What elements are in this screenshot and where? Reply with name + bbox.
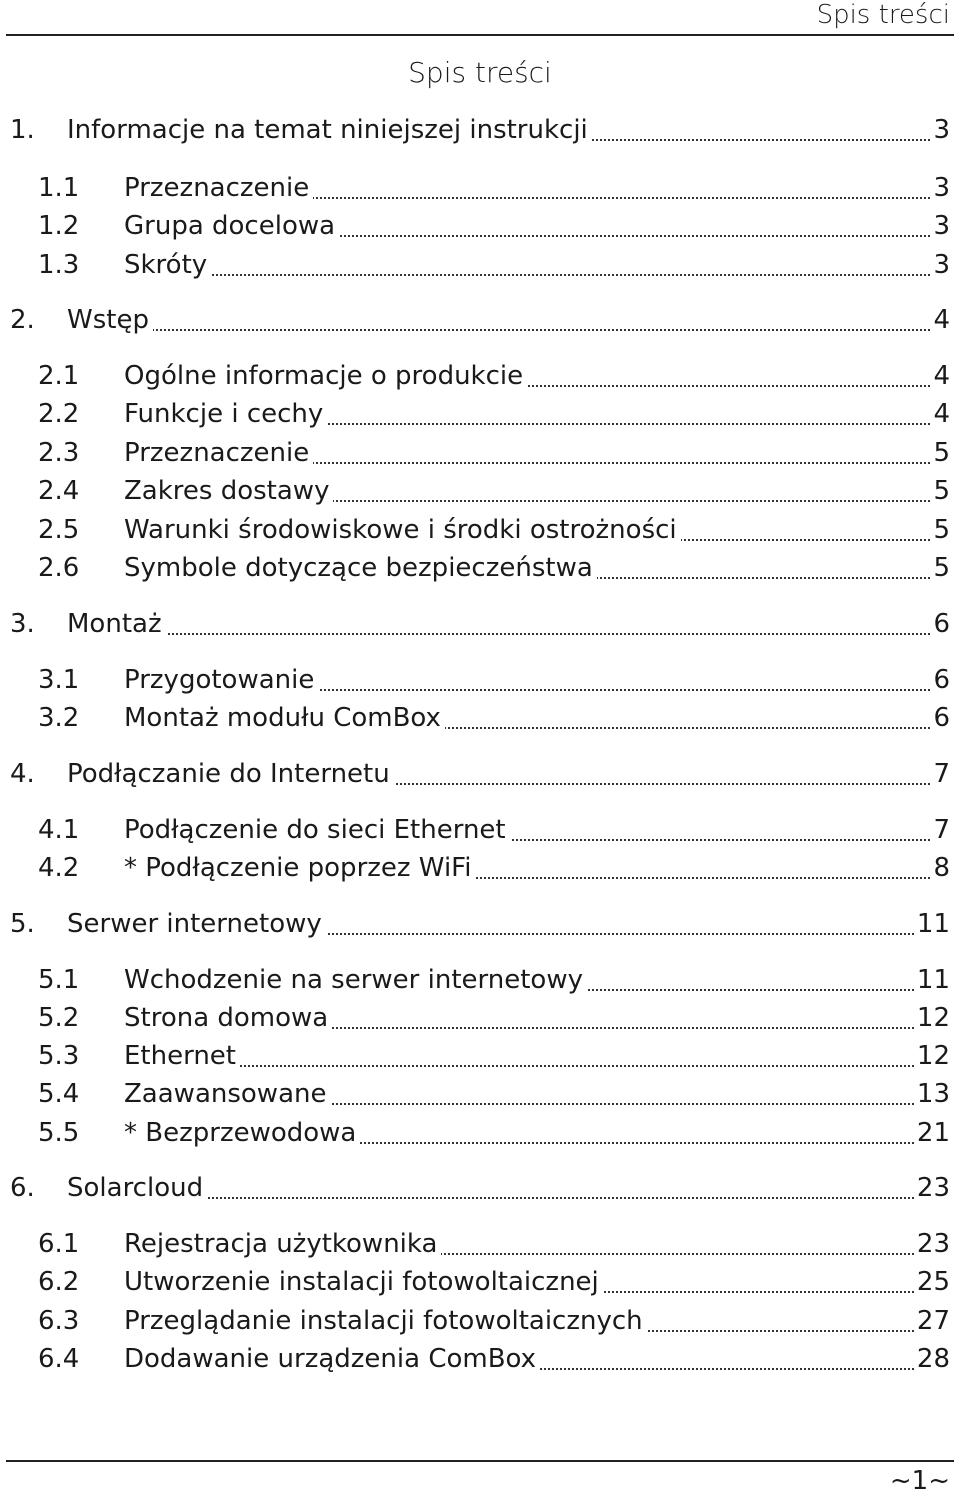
toc-entry-number: 5.3 [38, 1041, 80, 1071]
toc-entry-number: 3.1 [38, 665, 80, 695]
toc-entry-title: Skróty [124, 247, 211, 283]
toc-entry[interactable] [0, 1115, 960, 1151]
toc-entry[interactable] [0, 112, 960, 148]
toc-entry-page: 7 [930, 812, 950, 848]
toc-entry[interactable] [0, 170, 960, 206]
toc-entry[interactable] [0, 700, 960, 736]
toc-entry[interactable] [0, 850, 960, 886]
toc-dot-leader [67, 329, 946, 331]
running-header: Spis treści [816, 0, 950, 30]
toc-entry-page: 28 [914, 1341, 950, 1377]
toc-entry[interactable] [0, 606, 960, 642]
toc-entry[interactable] [0, 1076, 960, 1112]
toc-entry-number: 1.1 [38, 173, 80, 203]
toc-entry-number: 4.2 [38, 853, 80, 883]
toc-entry[interactable] [0, 1038, 960, 1074]
toc-entry-page: 8 [930, 850, 950, 886]
toc-entry-number: 2.3 [38, 438, 80, 468]
toc-entry-page: 5 [930, 473, 950, 509]
toc-entry[interactable] [0, 1226, 960, 1262]
toc-entry-number: 1.2 [38, 211, 80, 241]
toc-entry-page: 3 [930, 170, 950, 206]
toc-entry[interactable] [0, 435, 960, 471]
toc-entry-page: 13 [914, 1076, 950, 1112]
page-number: ~1~ [889, 1466, 950, 1496]
toc-entry[interactable] [0, 550, 960, 586]
toc-entry-page: 7 [930, 756, 950, 792]
toc-entry-page: 3 [930, 112, 950, 148]
toc-entry-page: 4 [930, 302, 950, 338]
toc-entry-page: 23 [914, 1226, 950, 1262]
toc-entry[interactable] [0, 396, 960, 432]
toc-dot-leader [67, 633, 946, 635]
toc-entry[interactable] [0, 208, 960, 244]
toc-entry[interactable] [0, 1303, 960, 1339]
toc-entry-title: Montaż [67, 606, 166, 642]
toc-entry-title: Serwer internetowy [67, 906, 326, 942]
toc-entry-page: 6 [930, 606, 950, 642]
toc-title: Spis treści [408, 56, 552, 89]
toc-entry-number: 6. [10, 1173, 35, 1203]
toc-entry-page: 4 [930, 358, 950, 394]
toc-dot-leader [124, 1065, 946, 1067]
toc-entry-page: 4 [930, 396, 950, 432]
toc-entry-title: Funkcje i cechy [124, 396, 327, 432]
toc-entry-page: 21 [914, 1115, 950, 1151]
toc-entry-title: Przeglądanie instalacji fotowoltaicznych [124, 1303, 647, 1339]
toc-entry-page: 23 [914, 1170, 950, 1206]
toc-entry-title: Wstęp [67, 302, 153, 338]
toc-entry-number: 2.1 [38, 361, 80, 391]
toc-entry-title: Ogólne informacje o produkcie [124, 358, 527, 394]
toc-entry-number: 3.2 [38, 703, 80, 733]
toc-entry[interactable] [0, 1264, 960, 1300]
toc-entry-title: * Bezprzewodowa [124, 1115, 360, 1151]
toc-entry[interactable] [0, 473, 960, 509]
toc-entry[interactable] [0, 247, 960, 283]
toc-entry-title: Dodawanie urządzenia ComBox [124, 1341, 540, 1377]
toc-entry-number: 2.5 [38, 515, 80, 545]
toc-entry-page: 11 [914, 962, 950, 998]
toc-entry-number: 1.3 [38, 250, 80, 280]
toc-entry[interactable] [0, 512, 960, 548]
toc-entry-title: Utworzenie instalacji fotowoltaicznej [124, 1264, 603, 1300]
toc-entry-page: 3 [930, 247, 950, 283]
toc-entry[interactable] [0, 906, 960, 942]
toc-entry-title: * Podłączenie poprzez WiFi [124, 850, 475, 886]
toc-entry-title: Podłączanie do Internetu [67, 756, 394, 792]
toc-entry-number: 3. [10, 609, 35, 639]
toc-entry-page: 3 [930, 208, 950, 244]
toc-entry-title: Grupa docelowa [124, 208, 339, 244]
toc-entry-page: 25 [914, 1264, 950, 1300]
toc-entry-title: Przeznaczenie [124, 435, 313, 471]
toc-entry-title: Rejestracja użytkownika [124, 1226, 441, 1262]
toc-entry[interactable] [0, 1170, 960, 1206]
toc-entry-title: Zakres dostawy [124, 473, 333, 509]
toc-entry-number: 1. [10, 115, 35, 145]
toc-entry[interactable] [0, 962, 960, 998]
toc-entry-title: Podłączenie do sieci Ethernet [124, 812, 510, 848]
toc-entry-title: Warunki środowiskowe i środki ostrożności [124, 512, 681, 548]
toc-entry-title: Informacje na temat niniejszej instrukcji [67, 112, 592, 148]
toc-entry-page: 5 [930, 435, 950, 471]
toc-entry-title: Przygotowanie [124, 662, 318, 698]
toc-entry[interactable] [0, 1000, 960, 1036]
toc-entry-number: 5.4 [38, 1079, 80, 1109]
toc-dot-leader [124, 274, 946, 276]
toc-entry-page: 6 [930, 662, 950, 698]
toc-entry[interactable] [0, 756, 960, 792]
toc-entry-page: 5 [930, 550, 950, 586]
toc-entry-page: 11 [914, 906, 950, 942]
toc-entry-title: Strona domowa [124, 1000, 332, 1036]
toc-entry-title: Solarcloud [67, 1170, 207, 1206]
toc-entry-title: Montaż modułu ComBox [124, 700, 445, 736]
toc-entry-page: 5 [930, 512, 950, 548]
toc-entry-title: Wchodzenie na serwer internetowy [124, 962, 587, 998]
toc-entry-number: 4. [10, 759, 35, 789]
toc-entry-number: 5. [10, 909, 35, 939]
toc-entry[interactable] [0, 1341, 960, 1377]
toc-entry[interactable] [0, 812, 960, 848]
toc-entry-title: Przeznaczenie [124, 170, 313, 206]
toc-entry-page: 27 [914, 1303, 950, 1339]
toc-entry-number: 6.3 [38, 1306, 80, 1336]
toc-entry-number: 2.2 [38, 399, 80, 429]
toc-entry[interactable] [0, 358, 960, 394]
toc-entry-number: 2.6 [38, 553, 80, 583]
toc-entry-page: 6 [930, 700, 950, 736]
toc-entry-title: Symbole dotyczące bezpieczeństwa [124, 550, 597, 586]
toc-entry-page: 12 [914, 1000, 950, 1036]
toc-entry-number: 4.1 [38, 815, 80, 845]
toc-entry-number: 5.2 [38, 1003, 80, 1033]
toc-entry-number: 6.1 [38, 1229, 80, 1259]
toc-entry-number: 6.4 [38, 1344, 80, 1374]
toc-entry-number: 2. [10, 305, 35, 335]
toc-entry[interactable] [0, 662, 960, 698]
toc-entry-page: 12 [914, 1038, 950, 1074]
toc-entry[interactable] [0, 302, 960, 338]
toc-entry-title: Zaawansowane [124, 1076, 330, 1112]
toc-entry-number: 6.2 [38, 1267, 80, 1297]
footer-rule [6, 1460, 954, 1462]
toc-entry-number: 5.1 [38, 965, 80, 995]
toc-entry-number: 2.4 [38, 476, 80, 506]
toc-entry-title: Ethernet [124, 1038, 240, 1074]
header-rule [6, 34, 954, 36]
toc-entry-number: 5.5 [38, 1118, 80, 1148]
